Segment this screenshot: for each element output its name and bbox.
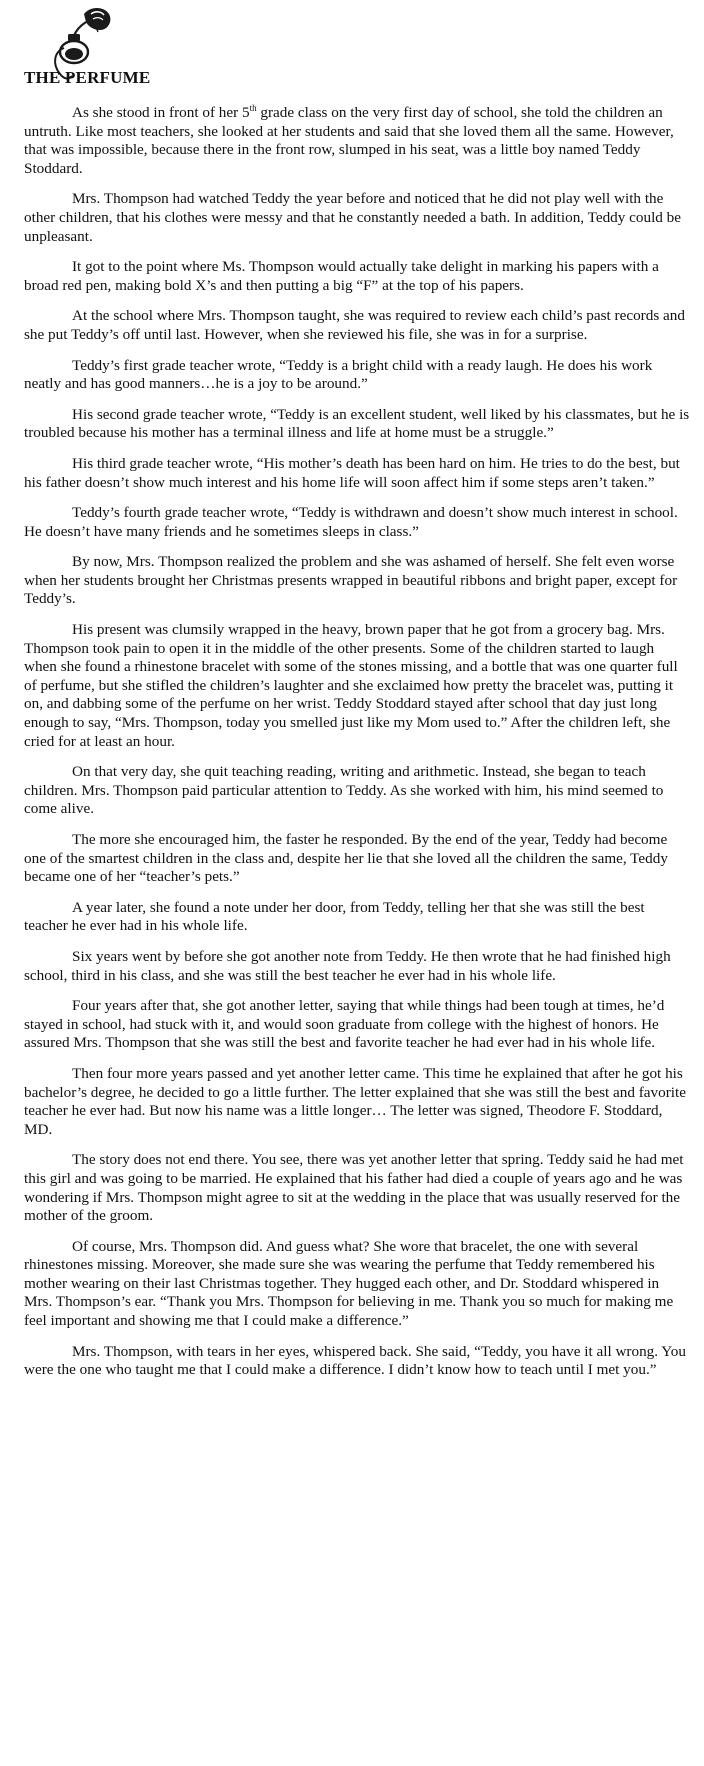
paragraph: Six years went by before she got another note from Teddy. He then wrote that he had finished high school, third in his class, and she was still the best teacher he ever had in his whole life. [24,947,671,984]
story-body [24,104,690,1392]
paragraph: By now, Mrs. Thompson realized the problem and she was ashamed of herself. She felt even worse when her students brought her Christmas presents wrapped in beautiful ribbons and bright paper, except for Teddy’s. [24,553,678,608]
paragraph: His second grade teacher wrote, “Teddy is an excellent student, well liked by his classmates, but he is troubled because his mother has a terminal illness and life at home must be a struggle.” [24,405,690,442]
paragraph: Mrs. Thompson, with tears in her eyes, whispered back. She said, “Teddy, you have it all wrong. You were the one who taught me that I could make a difference. I didn’t know how to teach until I met you.” [24,1342,686,1379]
paragraph: Mrs. Thompson had watched Teddy the year before and noticed that he did not play well with the other children, that his clothes were messy and that he constantly needed a bath. In addition, Teddy could be unpleasant. [24,190,682,245]
ordinal-suffix: th [249,102,257,113]
paragraph [24,104,690,178]
paragraph: Four years after that, she got another letter, saying that while things had been tough at times, he’d stayed in school, had stuck with it, and would soon graduate from college with the highest of honors. He assured Mrs. Thompson that she was still the best and favorite teacher he had ever had in his whole life. [24,997,665,1052]
paragraph-text: grade class on the very first day of school, she told the children an untruth. Like most teachers, she looked at her students and said that she loved them all the same. However, that was impossible, because there in the front row, slumped in his seat, was a little boy named Teddy Stoddard. [24,104,674,177]
paragraph: His present was clumsily wrapped in the heavy, brown paper that he got from a grocery bag. Mrs. Thompson took pain to open it in the middle of the other presents. Some of the children started to laugh when she found a rhinestone bracelet with some of the stones missing, and a bottle that was one quarter full of perfume, but she stifled the children’s laughter and she exclaimed how pretty the bracelet was, putting it on, and dabbing some of the perfume on her wrist. Teddy Stoddard stayed after school that day just long enough to say, “Mrs. Thompson, today you smelled just like my Mom used to.” After the children left, she cried for at least an hour. [24,621,678,750]
paragraph-text: As she stood in front of her 5 [72,104,250,121]
paragraph: On that very day, she quit teaching reading, writing and arithmetic. Instead, she began to teach children. Mrs. Thompson paid particular attention to Teddy. As she worked with him, his mind seemed to come alive. [24,763,664,818]
paragraph: Teddy’s first grade teacher wrote, “Teddy is a bright child with a ready laugh. He does his work neatly and has good manners…he is a joy to be around.” [24,356,653,393]
paragraph: His third grade teacher wrote, “His mother’s death has been hard on him. He tries to do the best, but his father doesn’t show much interest and his home life will soon affect him if some steps aren’t taken.” [24,454,680,491]
page-title: THE PERFUME [24,68,151,87]
paragraph: Teddy’s fourth grade teacher wrote, “Teddy is withdrawn and doesn’t show much interest in school. He doesn’t have many friends and he sometimes sleeps in class.” [24,504,678,540]
paragraph: It got to the point where Ms. Thompson would actually take delight in marking his papers with a broad red pen, making bold X’s and then putting a big “F” at the top of his papers. [24,258,659,294]
paragraph: A year later, she found a note under her door, from Teddy, telling her that she was still the best teacher he ever had in his whole life. [24,898,645,935]
paragraph: Of course, Mrs. Thompson did. And guess what? She wore that bracelet, the one with several rhinestones missing. Moreover, she made sure she was wearing the perfume that Teddy remembered his mother wearing on their last Christmas together. They hugged each other, and Dr. Stoddard whispered in Mrs. Thompson’s ear. “Thank you Mrs. Thompson for believing in me. Thank you so much for making me feel important and showing me that I could make a difference.” [24,1237,674,1330]
paragraph: Then four more years passed and yet another letter came. This time he explained that after he got his bachelor’s degree, he decided to go a little further. The letter explained that she was still the best and favorite teacher he ever had. But now his name was a little longer… The letter was signed, Theodore F. Stoddard, MD. [24,1064,686,1138]
paragraph: The story does not end there. You see, there was yet another letter that spring. Teddy said he had met this girl and was going to be married. He explained that his father had died a couple of years ago and he was wondering if Mrs. Thompson might agree to sit at the wedding in the place that was usually reserved for the mother of the groom. [24,1151,684,1225]
paragraph: The more she encouraged him, the faster he responded. By the end of the year, Teddy had become one of the smartest children in the class and, despite her lie that she loved all the children the same, Teddy became one of her “teacher’s pets.” [24,831,668,886]
paragraph: At the school where Mrs. Thompson taught, she was required to review each child’s past records and she put Teddy’s off until last. However, when she reviewed his file, she was in for a surprise. [24,307,685,343]
